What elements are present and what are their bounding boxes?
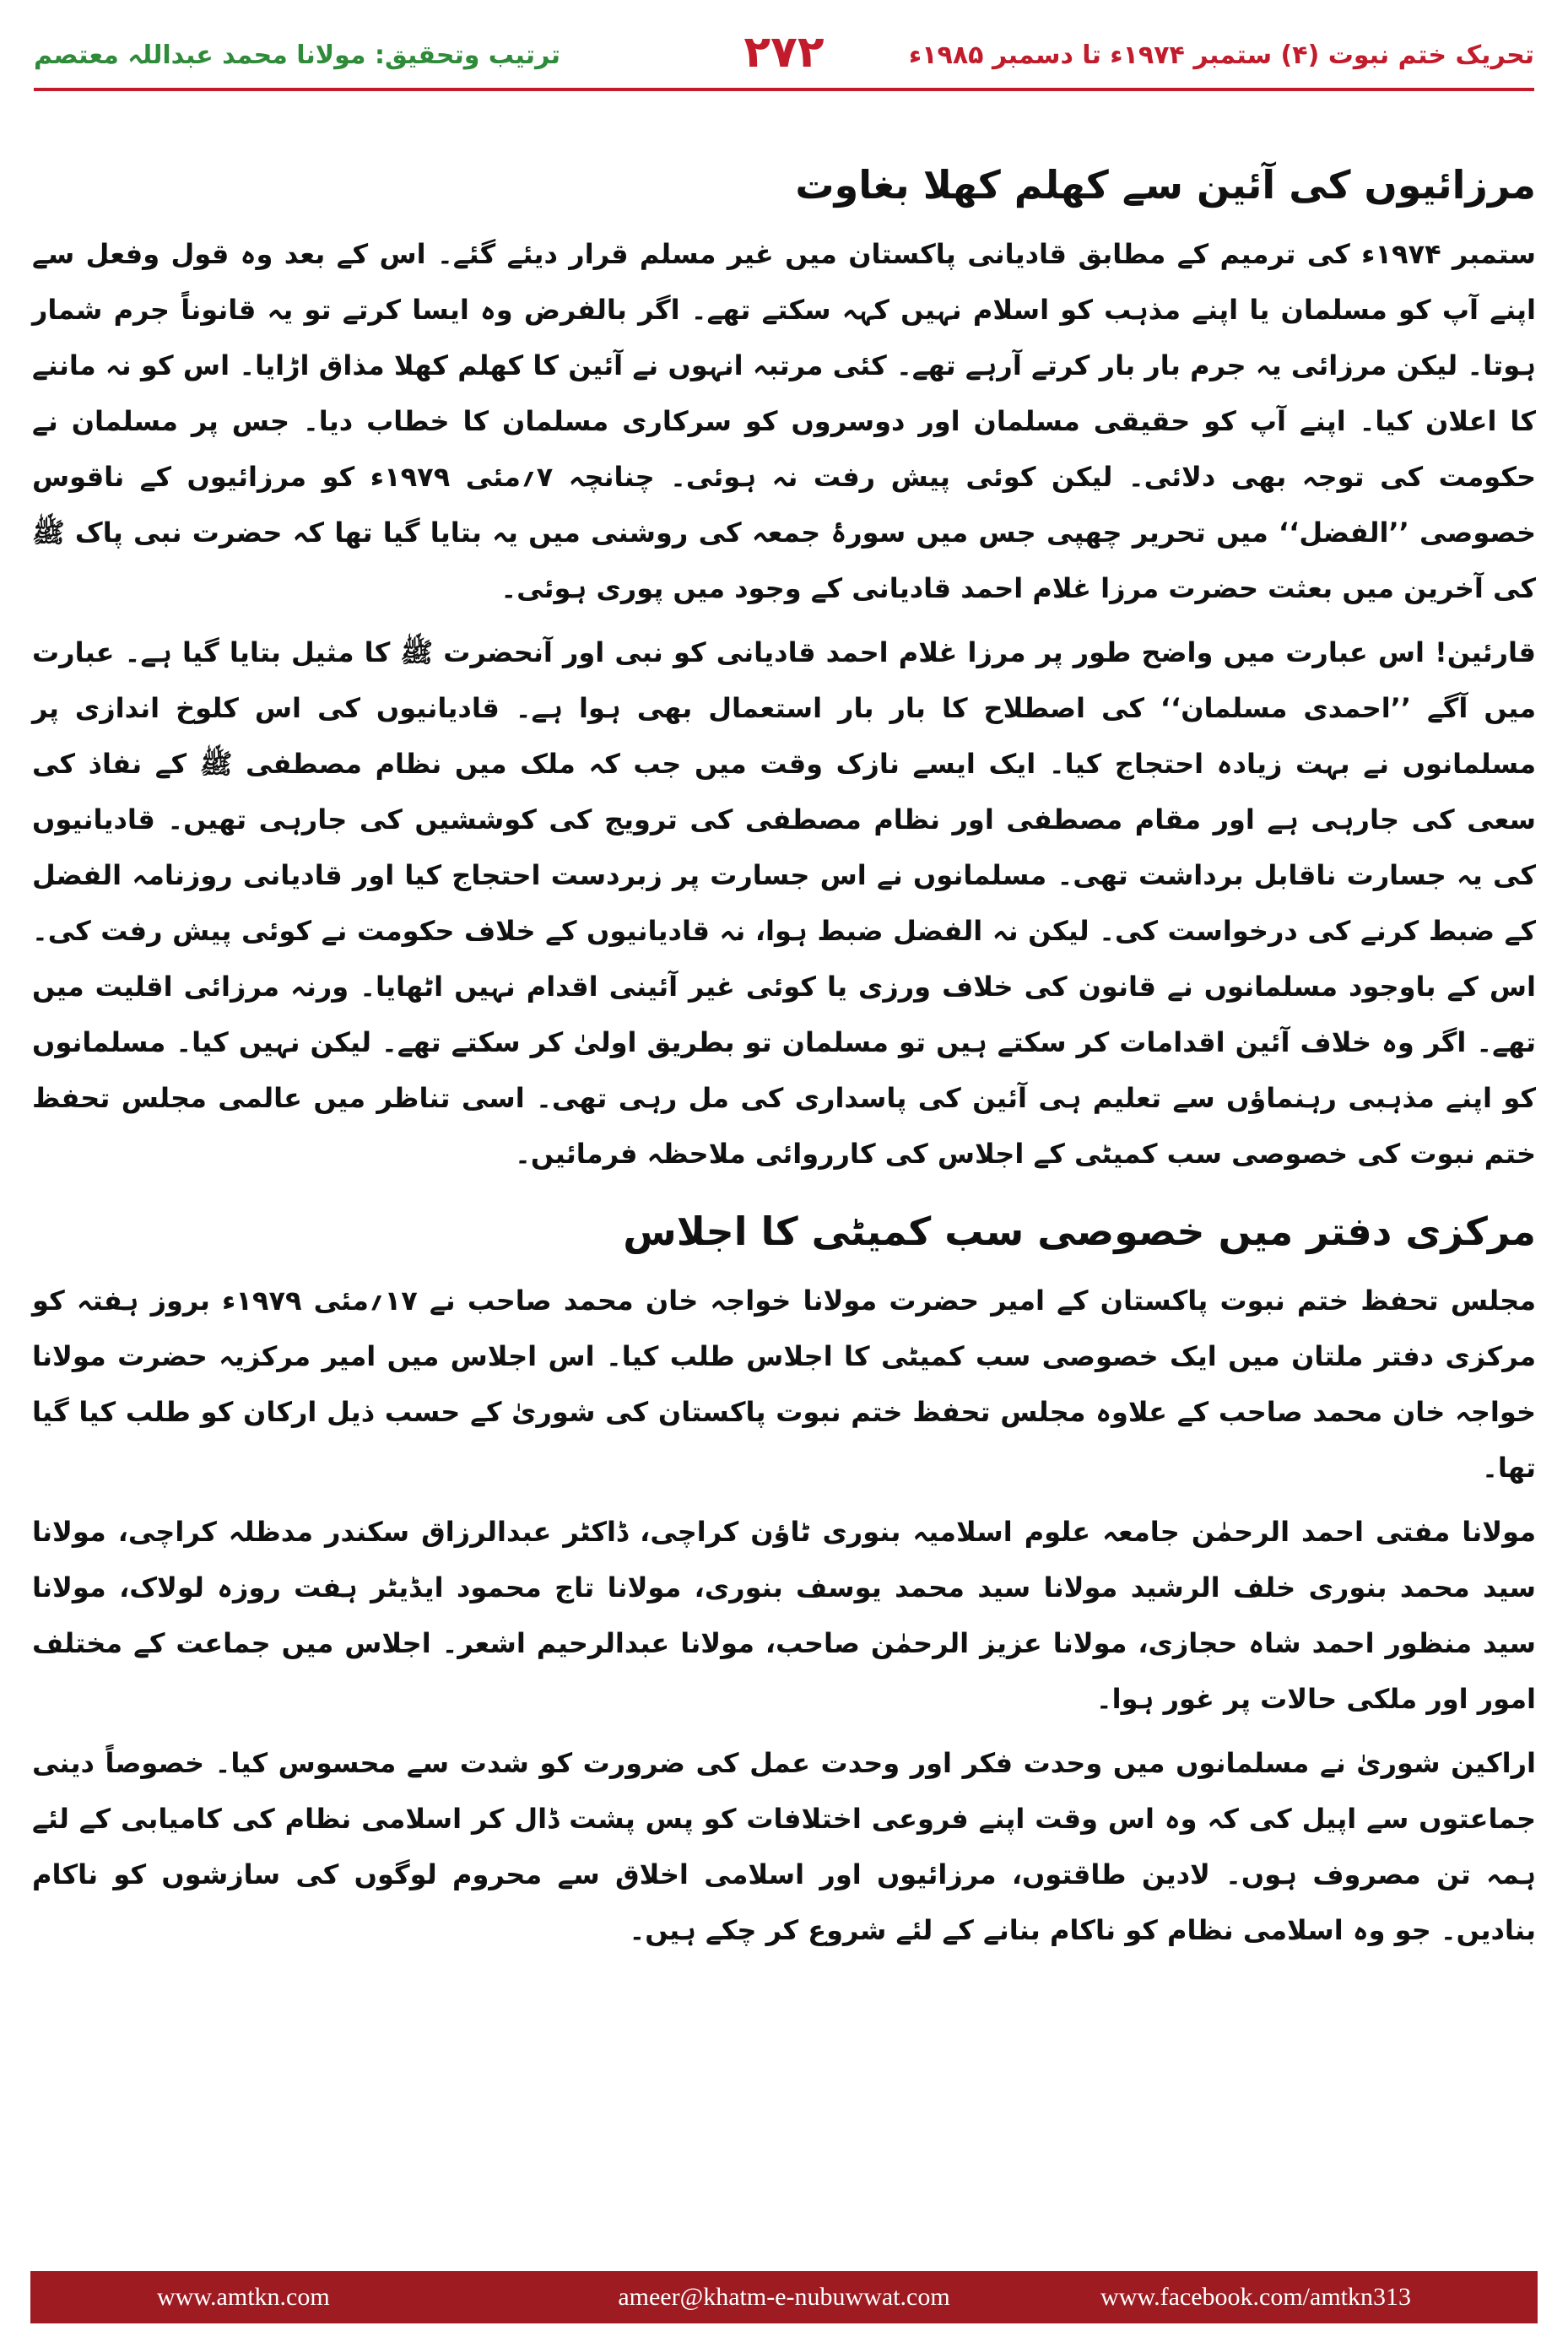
- section-heading-meeting: مرکزی دفتر میں خصوصی سب کمیٹی کا اجلاس: [623, 1208, 1536, 1254]
- series-title: تحریک ختم نبوت (۴) ستمبر ۱۹۷۴ء تا دسمبر ۱۹۸۵ء: [908, 41, 1534, 70]
- paragraph: مولانا مفتی احمد الرحمٰن جامعہ علوم اسلامیہ بنوری ٹاؤن کراچی، ڈاکٹر عبدالرزاق سکندر مدظلہ کراچی، مولانا سید محمد بنوری خلف الرشید مولانا سید محمد یوسف بنوری، مولانا تاج محمود ایڈیٹر ہفت روزہ لولاک، مولانا سید منظور احمد شاہ حجازی، مولانا عزیز الرحمٰن صاحب، مولانا عبدالرحیم اشعر۔ اجلاس میں جماعت کے مختلف امور اور ملکی حالات پر غور ہوا۔: [32, 1515, 1536, 1715]
- page-number: ۲۷۲: [743, 27, 825, 78]
- paragraph: قارئین! اس عبارت میں واضح طور پر مرزا غلام احمد قادیانی کو نبی اور آنحضرت ﷺ کا مثیل بتایا گیا ہے۔ عبارت میں آگے ’’احمدی مسلمان‘‘ کی اصطلاح کا بار بار استعمال بھی ہوا ہے۔ قادیانیوں کی اس کلوخ اندازی پر مسلمانوں نے بہت زیادہ احتجاج کیا۔ ایک ایسے نازک وقت میں جب کہ ملک میں نظام مصطفی ﷺ کے نفاذ کی سعی کی جارہی ہے اور مقام مصطفی اور نظام مصطفی کی ترویج کی کوششیں کی جارہی تھیں۔ قادیانیوں کی یہ جسارت ناقابل برداشت تھی۔ مسلمانوں نے اس جسارت پر زبردست احتجاج کیا اور قادیانی روزنامہ الفضل کے ضبط کرنے کی درخواست کی۔ لیکن نہ الفضل ضبط ہوا، نہ قادیانیوں کے خلاف حکومت نے کوئی پیش رفت کی۔ اس کے باوجود مسلمانوں نے قانون کی خلاف ورزی یا کوئی غیر آئینی اقدام نہیں اٹھایا۔ ورنہ مرزائی اقلیت میں تھے۔ اگر وہ خلاف آئین اقدامات کر سکتے ہیں تو مسلمان تو بطریق اولیٰ کر سکتے تھے۔ لیکن نہیں کیا۔ مسلمانوں کو اپنے مذہبی رہنماؤں سے تعلیم ہی آئین کی پاسداری کی مل رہی تھی۔ اسی تناظر میں عالمی مجلس تحفظ ختم نبوت کی خصوصی سب کمیٹی کے اجلاس کی کارروائی ملاحظہ فرمائیں۔: [32, 636, 1537, 1170]
- paragraph: مجلس تحفظ ختم نبوت پاکستان کے امیر حضرت مولانا خواجہ خان محمد صاحب نے ۱۷؍مئی ۱۹۷۹ء بروز ہفتہ کو مرکزی دفتر ملتان میں ایک خصوصی سب کمیٹی کا اجلاس طلب کیا۔ اس اجلاس میں امیر مرکزیہ حضرت مولانا خواجہ خان محمد صاحب کے علاوہ مجلس تحفظ ختم نبوت پاکستان کی شوریٰ کے حسب ذیل ارکان کو طلب کیا گیا تھا۔: [32, 1284, 1537, 1484]
- website-link[interactable]: www.amtkn.com: [157, 2283, 330, 2311]
- compiler-credit: ترتیب وتحقیق: مولانا محمد عبداللہ معتصم: [34, 41, 560, 70]
- email-link[interactable]: ameer@khatm-e-nubuwwat.com: [618, 2283, 950, 2311]
- paragraph: اراکین شوریٰ نے مسلمانوں میں وحدت فکر اور وحدت عمل کی ضرورت کو شدت سے محسوس کیا۔ خصوصاً دینی جماعتوں سے اپیل کی کہ وہ اس وقت اپنے فروعی اختلافات کو پس پشت ڈال کر اسلامی نظام کی کامیابی کے لئے ہمہ تن مصروف ہوں۔ لادین طاقتوں، مرزائیوں اور اسلامی اخلاق سے محروم لوگوں کی سازشوں کو ناکام بنادیں۔ جو وہ اسلامی نظام کو ناکام بنانے کے لئے شروع کر چکے ہیں۔: [32, 1746, 1536, 1946]
- page-header: [34, 15, 1534, 91]
- paragraph: ستمبر ۱۹۷۴ء کی ترمیم کے مطابق قادیانی پاکستان میں غیر مسلم قرار دیئے گئے۔ اس کے بعد وہ قول وفعل سے اپنے آپ کو مسلمان یا اپنے مذہب کو اسلام نہیں کہہ سکتے تھے۔ اگر بالفرض وہ ایسا کرتے تو یہ قانوناً جرم شمار ہوتا۔ لیکن مرزائی یہ جرم بار بار کرتے آرہے تھے۔ کئی مرتبہ انہوں نے آئین کا کھلم کھلا مذاق اڑایا۔ اس کو نہ ماننے کا اعلان کیا۔ اپنے آپ کو حقیقی مسلمان اور دوسروں کو سرکاری مسلمان کا خطاب دیا۔ جس پر مسلمان نے حکومت کی توجہ بھی دلائی۔ لیکن کوئی پیش رفت نہ ہوئی۔ چنانچہ ۷؍مئی ۱۹۷۹ء کو مرزائیوں کے ناقوس خصوصی ’’الفضل‘‘ میں تحریر چھپی جس میں سورۂ جمعہ کی روشنی میں یہ بتایا گیا تھا کہ حضرت نبی پاک ﷺ کی آخرین میں بعثت حضرت مرزا غلام احمد قادیانی کے وجود میں پوری ہوئی۔: [32, 237, 1537, 604]
- header-divider: [34, 88, 1534, 91]
- section-heading-revolt: مرزائیوں کی آئین سے کھلم کھلا بغاوت: [795, 162, 1536, 208]
- page-footer: [30, 2271, 1538, 2323]
- article-body: [32, 127, 1536, 1966]
- facebook-link[interactable]: www.facebook.com/amtkn313: [1100, 2283, 1411, 2311]
